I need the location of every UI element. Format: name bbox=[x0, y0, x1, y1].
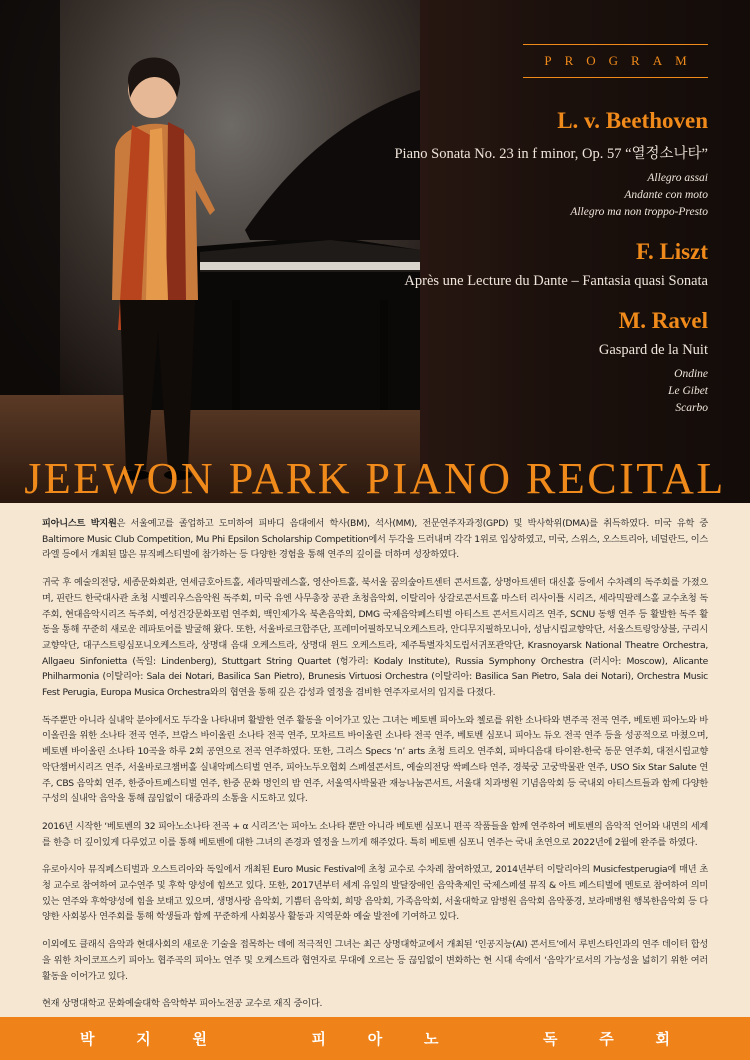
recital-title bbox=[0, 453, 750, 503]
program-header bbox=[523, 44, 708, 78]
movement-list bbox=[348, 170, 708, 221]
program-piece bbox=[348, 308, 708, 417]
movement-list bbox=[348, 366, 708, 417]
work-title: Gaspard de la Nuit bbox=[598, 342, 708, 358]
movement: Le Gibet bbox=[668, 385, 708, 397]
bio-name: 피아니스트 박지원 bbox=[42, 518, 117, 529]
composer-name: M. Ravel bbox=[618, 308, 708, 333]
bio-paragraph: 유로아시아 뮤직페스티벌과 오스트리아와 독일에서 개최된 Euro Music Festival에 초청 교수로 수차례 참여하였고, 2014년부터 이탈리아의 Musicfestperugia에 매년 초청 교수로 참여하여 교수연주 및 후학 양성에 힘쓰고 있다. 또한, 2017년부터 세계 유일의 발달장애인 음악축제인 국제스페셜 뮤직 & 아트 페스티벌에 멘토로 참여하여 의미있는 연주와 후학양성에 힘을 보태고 있으며, 생명사랑 음악회, 기쁨터 음악회, 희망 음악회, 가족음악회, 서울대학교 암병원 음악회 음악풍경, 보라매병원 행복한음악회 등 다양한 사회봉사 연주회를 통해 학생들과 함께 꾸준하게 사회봉사 활동과 지역문화 예술 발전에 기여하고 있다. bbox=[42, 864, 708, 923]
program-piece bbox=[348, 239, 708, 290]
bio-paragraph bbox=[42, 516, 708, 563]
movement: Scarbo bbox=[675, 402, 708, 414]
composer-name: F. Liszt bbox=[636, 239, 708, 264]
composer-name: L. v. Beethoven bbox=[557, 108, 708, 133]
program-bottom-rule bbox=[523, 77, 708, 78]
work-title: Après une Lecture du Dante – Fantasia quasi Sonata bbox=[404, 273, 708, 289]
biography bbox=[42, 516, 708, 1024]
movement: Allegro ma non troppo-Presto bbox=[570, 206, 708, 218]
bio-intro: 은 서울예고를 졸업하고 도미하여 피바디 음대에서 학사(BM), 석사(MM), 전문연주자과정(GPD) 및 박사학위(DMA)를 취득하였다. 미국 유학 중 Baltimore Music Club Competition, Mu Phi Epsilon Scholarship Competition에서 두각을 드러내며 각각 1위로 입상하였고, 미국, 스위스, 오스트리아, 네덜란드, 이스라엘 등에서 개최된 많은 뮤직페스티벌에 참가하는 등 다양한 경험을 통해 연주의 깊이를 더하며 성장하였다. bbox=[42, 518, 708, 561]
program-piece bbox=[348, 108, 708, 221]
bio-paragraph: 이외에도 클래식 음악과 현대사회의 새로운 기술을 접목하는 데에 적극적인 그녀는 최근 상명대학교에서 개최된 ‘인공지능(AI) 콘서트’에서 루빈스타인과의 연주 데이터 합성을 위한 차이코프스키 피아노 협주곡의 피아노 연주 및 오케스트라 협연자로 무대에 오르는 등 끊임없이 변화하는 현 시대 속에서 ‘음악가’로서의 가능성을 넓히기 위한 여러 활동을 이어가고 있다. bbox=[42, 939, 708, 982]
bio-paragraph: 독주뿐만 아니라 실내악 분야에서도 두각을 나타내며 활발한 연주 활동을 이어가고 있는 그녀는 베토벤 피아노와 첼로를 위한 소나타와 변주곡 전곡 연주, 베토벤 피아노와 바이올린을 위한 소나타 전곡 연주, 브람스 바이올린 소나타 전곡 연주, 모차르트 바이올린 소나타 전곡 연주, 베토벤 심포니 피아노 듀오 전곡 연주 등을 성공적으로 마쳤으며, 베토벤 바이올린 소나타 10곡을 하루 2회 공연으로 전곡 연주하였다. 또한, 그리스 Specs ‘n’ arts 초청 트리오 연주회, 피바디음대 타이완-한국 동문 연주회, 대전시립교향악단챔버시리즈 연주, 서울바로크챔버홀 실내악페스티벌 연주, 피아노두오협회 스페셜콘서트, 예술의전당 싹페스타 연주, 경북궁 고궁박물관 연주, USO Six Star Salute 연주, CBS 음악회 연주, 한중아트페스티벌 연주, 한중 문화 명인의 밤 연주, 서울역사박물관 재능나눔콘서트, 서울대 치과병원 기념음악회 등 국내외 아티스트들과 함께 다양한 구성의 실내악 음악을 통해 끊임없이 대중과의 소통을 시도하고 있다. bbox=[42, 714, 708, 805]
bio-paragraph: 귀국 후 예술의전당, 세종문화회관, 연세금호아트홀, 세라믹팔레스홀, 영산아트홀, 북서울 꿈의숲아트센터 콘서트홀, 상명아트센터 대신홀 등에서 수차례의 독주회를 가졌으며, 핀란드 한국대사관 초청 시벨리우스음악원 독주회, 미국 유엔 사무총장 공관 초청음악회, 이탈리아 상갈로콘서트홀 마스터 리사이틀 시리즈, 세라믹팔레스홀 교수초청 독주회, 현대음악시리즈 독주회, 여성건강문화포럼 연주회, 백인제가옥 북촌음악회, DMG 국제음악페스티벌 아티스트 콘서트시리즈 연주, SCNU 동행 연주 등 활발한 독주 활동을 통해 꾸준히 새로운 레파토어를 발굴해 왔다. 또한, 서울바로크합주단, 프레미어필하모닉오케스트라, 안디무지필하모니아, 성남시립교향악단, 서울스트링앙상블, 구리시교향악단, 대구스트링심포니오케스트라, 상명대 음대 오케스트라, 상명대 윈드 오케스트라, 제주특별자치도립서귀포관악단, Krasnoyarsk National Theatre Orchestra, Allgaeu Sinfonietta (독일: Lindenberg), Stuttgart String Quartet (헝가리: Kodaly Institute), Russia Symphony Orchestra (러시아: Moscow), Alicante Philharmonia (이탈리아: Sala dei Notari, Basilica San Pietro), Brunesis Virtuosi Orchestra (이탈리아: Basilica San Pietro, Sala dei Notari), Orchestra Music Fest Perugia, Europa Musica Orchestra와의 협연을 통해 깊은 감성과 열정을 겸비한 연주자로서의 입지를 다졌다. bbox=[42, 577, 708, 699]
program-list bbox=[348, 108, 708, 417]
recital-title-rest: PIANO RECITAL bbox=[365, 454, 726, 503]
hero-banner bbox=[0, 0, 750, 503]
movement: Ondine bbox=[674, 368, 708, 380]
footer-title: 박 지 원 피 아 노 독 주 회 bbox=[80, 1030, 670, 1048]
movement: Allegro assai bbox=[647, 172, 708, 184]
recital-title-name: JEEWON PARK bbox=[24, 454, 353, 503]
program-label: PROGRAM bbox=[544, 53, 700, 68]
footer-bar bbox=[0, 1017, 750, 1060]
bio-paragraph: 현재 상명대학교 문화예술대학 음악학부 피아노전공 교수로 재직 중이다. bbox=[42, 998, 323, 1010]
work-title: Piano Sonata No. 23 in f minor, Op. 57 “열정소나타” bbox=[394, 146, 708, 162]
movement: Andante con moto bbox=[624, 189, 708, 201]
bio-paragraph: 2016년 시작한 ‘베토벤의 32 피아노소나타 전곡 + α 시리즈’는 피아노 소나타 뿐만 아니라 베토벤 심포니 편곡 작품들을 함께 연주하여 베토벤의 음악적 언어와 내면의 세계를 한층 더 깊이있게 다루었고 이를 통해 베토벤에 대한 그녀의 존경과 열정을 느끼게 해주었다. 특히 베토벤 심포니 연주는 국내 초연으로 2022년에 2월에 완주를 하였다. bbox=[42, 820, 708, 848]
